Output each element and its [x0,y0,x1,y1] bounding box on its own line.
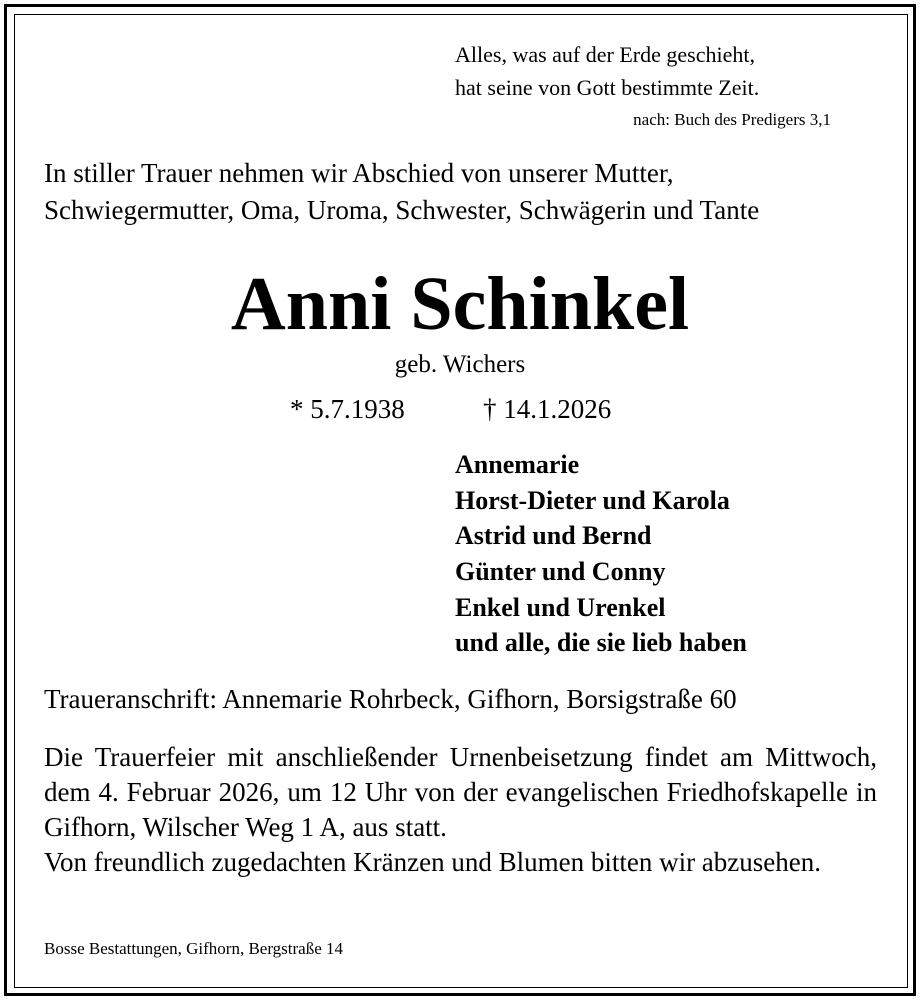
mourning-address: Traueranschrift: Annemarie Rohrbeck, Gifhorn, Borsigstraße 60 [44,684,737,714]
ceremony-paragraph: Die Trauerfeier mit anschließender Urnenbeisetzung findet am Mittwoch, dem 4. Februar 2026, um 12 Uhr von der evangelischen Friedhofskapelle in Gifhorn, Wilscher Weg 1 A, aus statt. [44,742,877,842]
verse-line-1: Alles, was auf der Erde geschieht, [455,42,755,67]
birth-name: geb. Wichers [394,351,526,378]
mourner-line: Annemarie [455,450,580,479]
mourner-line: Enkel und Urenkel [455,593,666,622]
intro-line-1: In stiller Trauer nehmen wir Abschied von unserer Mutter, [44,158,674,188]
mourner-line: und alle, die sie lieb haben [455,628,747,657]
ceremony-notice [44,740,877,880]
death-date: † 14.1.2026 [483,394,612,424]
funeral-home: Bosse Bestattungen, Gifhorn, Bergstraße 14 [44,939,344,958]
deceased-name: Anni Schinkel [230,262,690,346]
intro-line-2: Schwiegermutter, Oma, Uroma, Schwester, Schwägerin und Tante [44,195,760,225]
verse-line-2: hat seine von Gott bestimmte Zeit. [455,75,760,100]
mourner-line: Horst-Dieter und Karola [455,486,730,515]
verse-source: nach: Buch des Predigers 3,1 [633,110,831,129]
mourner-line: Günter und Conny [455,557,666,586]
birth-date: * 5.7.1938 [290,394,405,424]
mourner-line: Astrid und Bernd [455,521,652,550]
flowers-paragraph: Von freundlich zugedachten Kränzen und Blumen bitten wir abzusehen. [44,847,822,877]
